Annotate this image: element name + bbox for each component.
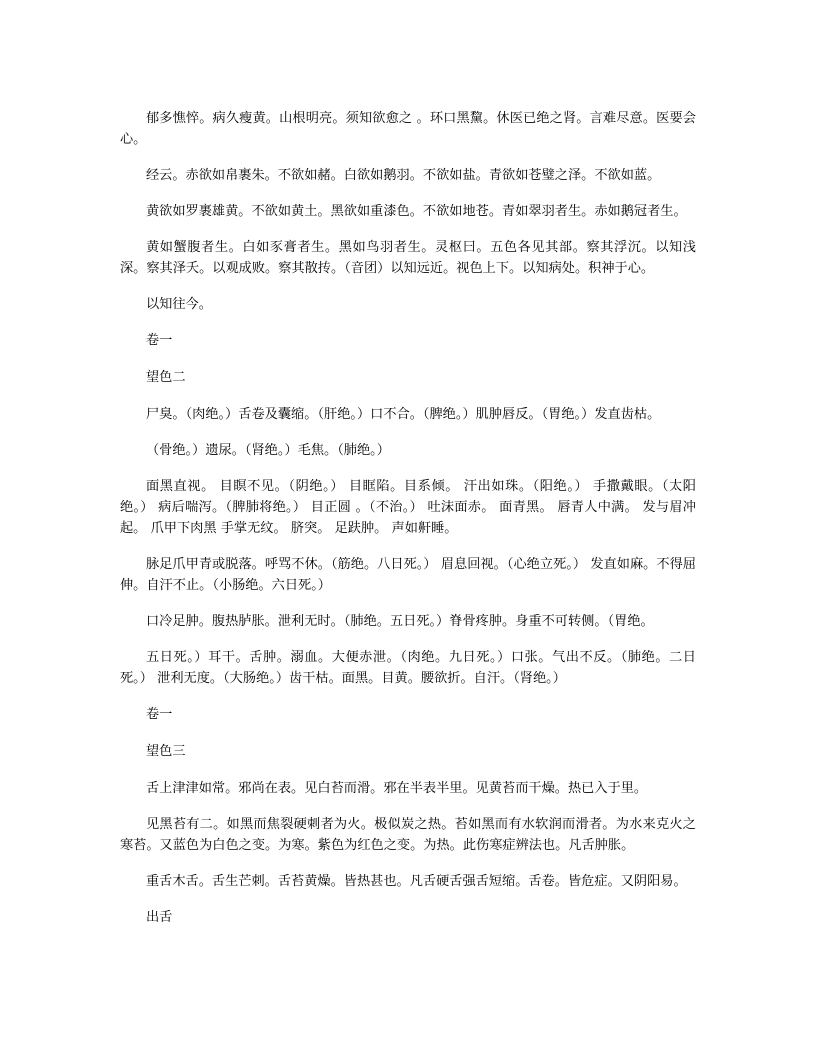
paragraph: （骨绝。）遗尿。（肾绝。）毛焦。（肺绝。） [146,443,390,458]
paragraph: 舌上津津如常。邪尚在表。见白苔而滑。邪在半表半里。见黄苔而干燥。热已入于里。 [146,781,648,796]
paragraph: 重舌木舌。舌生芒刺。舌苔黄燥。皆热甚也。凡舌硬舌强舌短缩。舌卷。皆危症。又阴阳易。 [146,874,687,889]
paragraph: 见黑苔有二。如黑而焦裂硬刺者为火。极似炭之热。苔如黑而有水软润而滑者。为水来克火之寒苔。又蓝色为白色之变。为寒。紫色为红色之变。为热。此伤寒症辨法也。凡舌肿胀。 [120,817,696,853]
section-heading: 望色三 [146,744,186,759]
paragraph: 面黑直视。 目瞑不见。（阴绝。） 目眶陷。目系倾。 汗出如珠。（阳绝。） 手撒戴眼。（太阳绝。） 病后喘泻。（脾肺将绝。） 目正圆 。（不治。） 吐沫面赤。 面青黑。 唇青人中满。 发与眉冲起。 爪甲下肉黑 手掌无纹。 脐突。 足趺肿。 声如鼾睡。 [120,479,696,536]
paragraph: 五日死。）耳干。舌肿。溺血。大便赤泄。（肉绝。九日死。）口张。气出不反。（肺绝。二日死。） 泄利无度。（大肠绝。）齿干枯。面黑。目黄。腰欲折。自汗。（肾绝。） [120,650,696,686]
paragraph: 尸臭。（肉绝。）舌卷及囊缩。（肝绝。）口不合。（脾绝。）肌肿唇反。（胃绝。）发直齿枯。 [146,407,661,422]
volume-heading: 卷一 [146,333,173,348]
paragraph: 出舌 [146,910,173,925]
paragraph: 黄如蟹腹者生。白如豕膏者生。黑如鸟羽者生。灵枢曰。五色各见其部。察其浮沉。以知浅深。察其泽夭。以观成败。察其散抟。（音团）以知远近。视色上下。以知病处。积神于心。 [120,240,696,276]
paragraph: 以知往今。 [146,297,212,312]
paragraph: 脉足爪甲青或脱落。呼骂不休。（筋绝。八日死。） 眉息回视。（心绝立死。） 发直如麻。不得屈伸。自汗不止。（小肠绝。六日死。） [120,557,696,593]
paragraph: 经云。赤欲如帛裹朱。不欲如赭。白欲如鹅羽。不欲如盐。青欲如苍璧之泽。不欲如蓝。 [146,168,661,183]
section-heading: 望色二 [146,370,186,385]
paragraph: 黄欲如罗裹雄黄。不欲如黄土。黑欲如重漆色。不欲如地苍。青如翠羽者生。赤如鹅冠者生。 [146,204,687,219]
paragraph: 口冷足肿。腹热胪胀。泄利无时。（肺绝。五日死。）脊骨疼肿。身重不可转侧。（胃绝。 [146,614,654,629]
paragraph: 郁多憔悴。病久瘦黄。山根明亮。须知欲愈之 。环口黑黧。休医已绝之肾。言难尽意。医要会心。 [120,111,696,147]
volume-heading: 卷一 [146,707,173,722]
